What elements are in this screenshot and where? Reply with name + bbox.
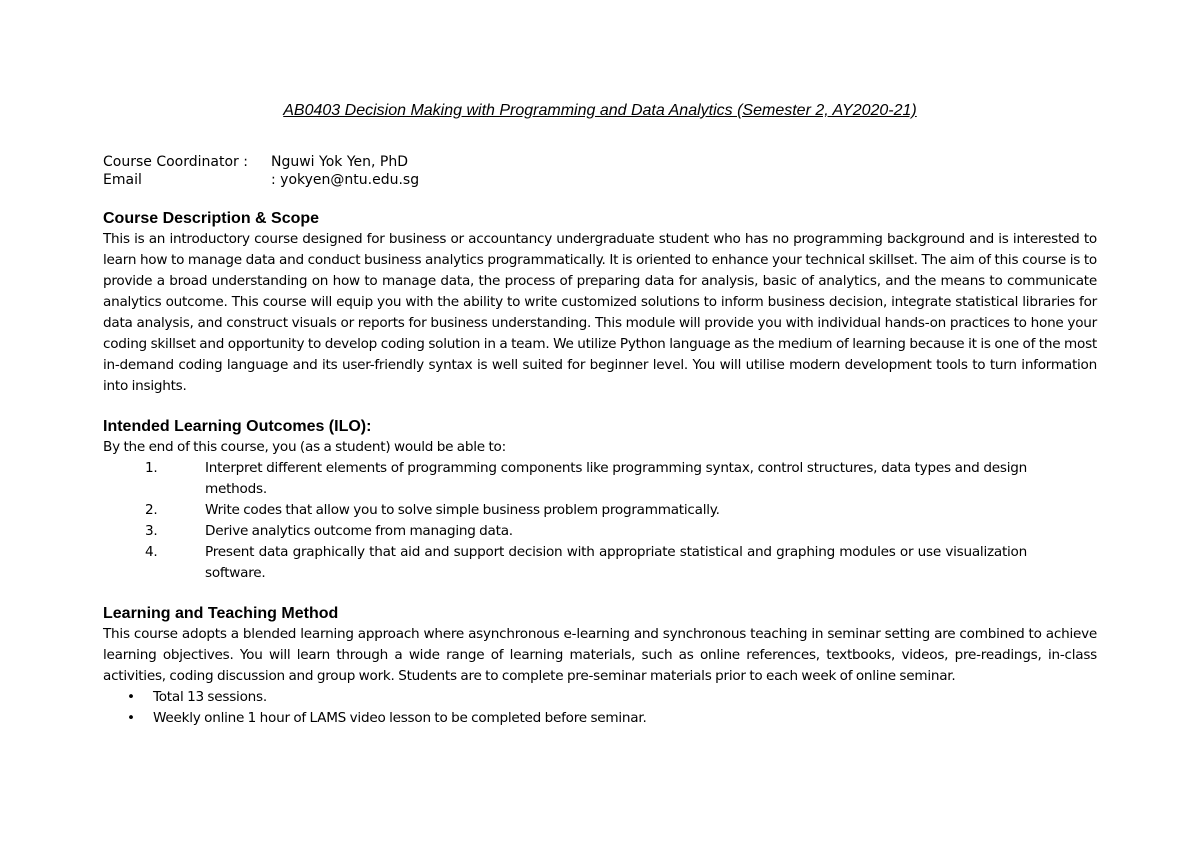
method-bullet-item (103, 687, 1097, 708)
email-value: : yokyen@ntu.edu.sg (271, 172, 420, 188)
ilo-item-number: 1. (145, 460, 158, 476)
ilo-intro: By the end of this course, you (as a student) would be able to: (103, 439, 506, 455)
bullet-icon: • (127, 710, 135, 726)
course-title: AB0403 Decision Making with Programming and Data Analytics (Semester 2, AY2020-21) (283, 102, 917, 119)
ilo-item-text: Present data graphically that aid and support decision with appropriate statistical and graphing modules or use visualization software. (205, 544, 1027, 581)
method-bullet-item (103, 708, 1097, 729)
ilo-item (103, 521, 1097, 542)
method-bullet-list (103, 687, 1097, 729)
description-heading: Course Description & Scope (103, 210, 320, 227)
email-row (103, 171, 1097, 189)
course-meta (103, 153, 1097, 189)
ilo-item (103, 458, 1097, 500)
ilo-item-text: Write codes that allow you to solve simple business problem programmatically. (205, 502, 720, 518)
ilo-item-text: Interpret different elements of programming components like programming syntax, control structures, data types and design methods. (205, 460, 1027, 497)
method-bullet-text: Total 13 sessions. (153, 689, 267, 705)
coordinator-row (103, 153, 1097, 171)
coordinator-label: Course Coordinator : (103, 154, 248, 170)
email-label: Email (103, 172, 142, 188)
ilo-item-text: Derive analytics outcome from managing data. (205, 523, 513, 539)
document-content (103, 100, 1097, 729)
method-bullet-text: Weekly online 1 hour of LAMS video lesson to be completed before seminar. (153, 710, 647, 726)
ilo-item-number: 3. (145, 523, 158, 539)
ilo-list (103, 458, 1097, 584)
method-text: This course adopts a blended learning approach where asynchronous e-learning and synchronous teaching in seminar setting are combined to achieve learning objectives. You will learn through a wide range of learning materials, such as online references, textbooks, videos, pre-readings, in-class activities, coding discussion and group work. Students are to complete pre-seminar materials prior to each week of online seminar. (103, 626, 1097, 684)
bullet-icon: • (127, 689, 135, 705)
coordinator-value: Nguwi Yok Yen, PhD (271, 154, 409, 170)
method-heading: Learning and Teaching Method (103, 605, 339, 622)
ilo-item-number: 2. (145, 502, 158, 518)
ilo-item (103, 542, 1097, 584)
ilo-item-number: 4. (145, 544, 158, 560)
description-text: This is an introductory course designed for business or accountancy undergraduate student who has no programming background and is interested to learn how to manage data and conduct business analytics programmatically. It is oriented to enhance your technical skillset. The aim of this course is to provide a broad understanding on how to manage data, the process of preparing data for analysis, basic of analytics, and the means to communicate analytics outcome. This course will equip you with the ability to write customized solutions to inform business decision, integrate statistical libraries for data analysis, and construct visuals or reports for business understanding. This module will provide you with individual hands-on practices to hone your coding skillset and opportunity to develop coding solution in a team. We utilize Python language as the medium of learning because it is one of the most in-demand coding language and its user-friendly syntax is well suited for beginner level. You will utilise modern development tools to turn information into insights. (103, 231, 1097, 394)
ilo-heading: Intended Learning Outcomes (ILO): (103, 418, 372, 435)
ilo-item (103, 500, 1097, 521)
